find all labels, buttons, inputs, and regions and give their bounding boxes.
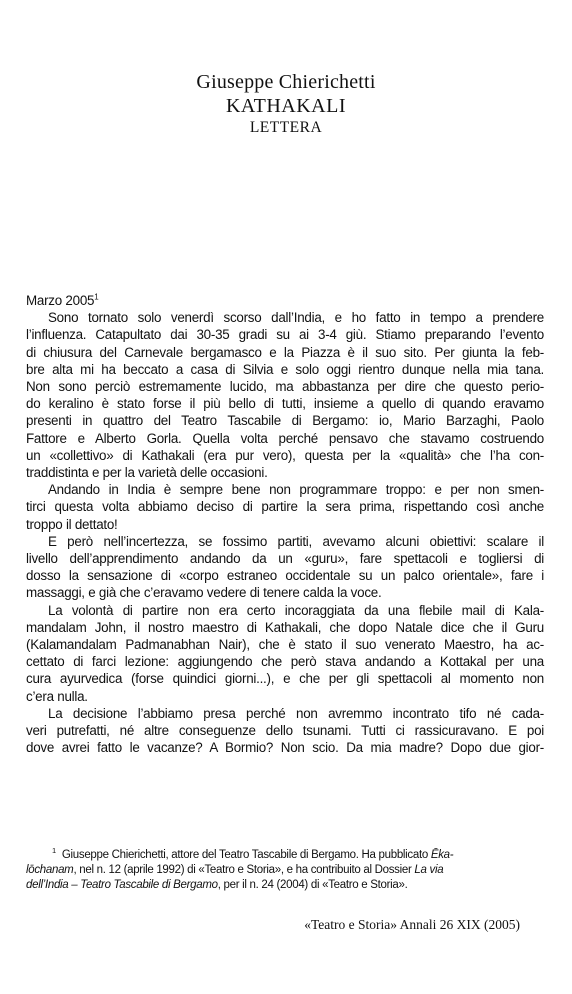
text-line: La decisione l’abbiamo presa perché non avremmo incontrato tifo né cada-: [48, 705, 544, 721]
text-line: La volontà di partire non era certo incoraggiata da una flebile mail di Kala-: [48, 602, 544, 618]
text-line: presenti in quattro del Teatro Tascabile di Bergamo: io, Mario Barzaghi, Paolo: [26, 413, 544, 429]
text-line: Fattore e Alberto Gorla. Quella volta perché pensavo che stavamo costruendo: [26, 430, 544, 446]
text-line: tirci questa volta abbiamo deciso di partire la sera prima, rispettando così anche: [26, 499, 544, 515]
footnote-number: 1: [52, 846, 56, 856]
text-line: livello dell’apprendimento andando da un «guru», fare spettacoli e togliersi di: [26, 551, 544, 567]
text-line: di chiusura del Carnevale bergamasco e la Piazza è il suo sito. Per giunta la feb-: [26, 344, 544, 360]
footnote: [26, 848, 544, 893]
text-line: do keralino è stato forse il più bello di tutti, insieme a quello di quando eravamo: [26, 396, 544, 412]
footnote-marker: 1: [94, 292, 99, 302]
text-line: dosso la sensazione di «corpo estraneo occidentale su un palco orientale», fare i: [26, 568, 544, 584]
article-body: [26, 292, 544, 756]
text-line: cettato di farci lezione: aggiungendo che però stava andando a Kottakal per una: [26, 654, 544, 670]
text-line: c’era nulla.: [26, 688, 88, 704]
text-line: cura ayurvedica (forse quindici giorni...), e che per gli spettacoli al momento non: [26, 671, 544, 687]
author-name: Giuseppe Chierichetti: [196, 71, 376, 93]
text-line: l’influenza. Catapultato dai 30-35 gradi su ai 3-4 giù. Stiamo preparando l’evento: [26, 327, 544, 343]
footnote-dossier-title: La via: [414, 864, 444, 876]
article-subtitle: LETTERA: [249, 119, 323, 136]
text-line: bre alta mi ha beccato a casa di Silvia e solo oggi rientro dunque nella mia tana.: [26, 361, 544, 377]
date-text: Marzo 2005: [26, 293, 95, 308]
text-line: dove avrei fatto le vacanze? A Bormio? Non scio. Da mia madre? Dopo due gior-: [26, 740, 544, 756]
text-line: Andando in India è sempre bene non programmare troppo: e per non smen-: [48, 482, 544, 498]
text-line: Sono tornato solo venerdì scorso dall’India, e ho fatto in tempo a prendere: [48, 310, 544, 326]
text-line: troppo il dettato!: [26, 516, 118, 532]
text-line: massaggi, e già che c’eravamo vedere di tenere calda la voce.: [26, 585, 382, 601]
footnote-work-title: Ēka-: [430, 849, 454, 861]
article-header: [0, 70, 572, 138]
footnote-work-title: lōchanam: [26, 864, 74, 876]
text-line: Non sono perciò estremamente lucido, ma abbastanza per dire che questo perio-: [26, 379, 544, 395]
footnote-text: Giuseppe Chierichetti, attore del Teatro Tascabile di Bergamo. Ha pubblicato: [61, 849, 431, 861]
text-line: E però nell’incertezza, se fossimo partiti, avevamo alcuni obiettivi: scalare il: [48, 533, 544, 549]
text-line: traddistinta e per la varietà delle occasioni.: [26, 465, 268, 481]
date-line: [26, 292, 544, 309]
footnote-text: , nel n. 12 (aprile 1992) di «Teatro e Storia», e ha contribuito al Dossier: [73, 864, 415, 876]
text-line: mandalam John, il nostro maestro di Kathakali, che dopo Natale dice che il Guru: [26, 619, 544, 635]
text-line: (Kalamandalam Padmanabhan Nair), che è stato il suo venerato Maestro, ha ac-: [26, 637, 544, 653]
journal-citation: «Teatro e Storia» Annali 26 XIX (2005): [304, 917, 520, 932]
footnote-dossier-title: dell’India – Teatro Tascabile di Bergamo: [26, 879, 218, 891]
footnote-text: , per il n. 24 (2004) di «Teatro e Storia».: [217, 879, 408, 891]
text-line: veri putrefatti, né altre conseguenze dello tsunami. Tutti ci rassicuravano. E poi: [26, 723, 544, 739]
text-line: un «collettivo» di Kathakali (era pur vero), questa per la «qualità» che l’ha con-: [26, 447, 544, 463]
article-title: KATHAKALI: [225, 95, 347, 117]
